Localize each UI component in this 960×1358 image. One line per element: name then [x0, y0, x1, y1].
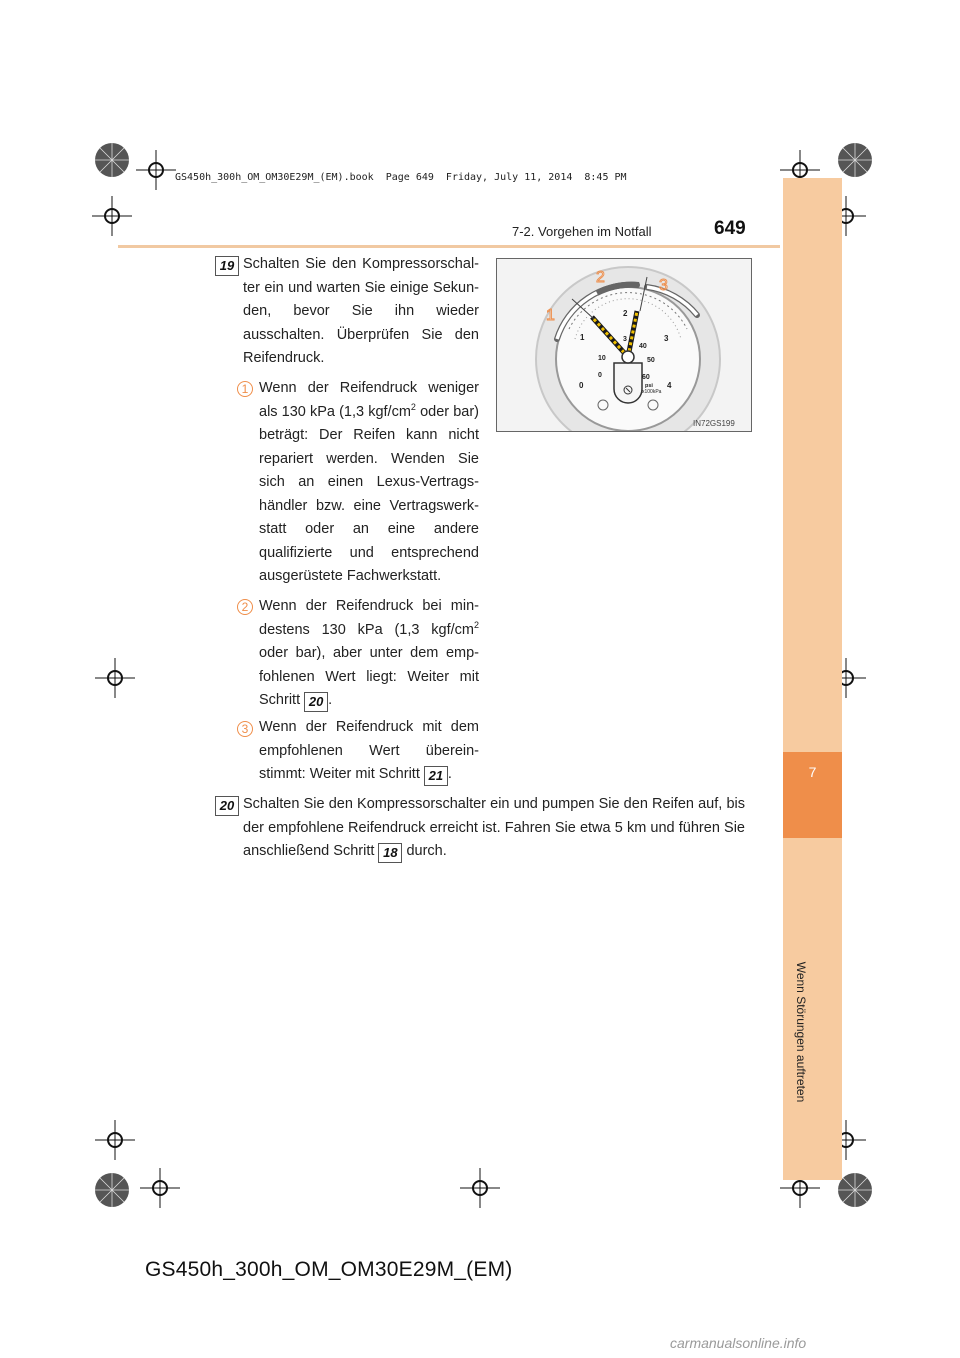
- figure-callout: 3: [659, 277, 668, 294]
- subitem-text: Wenn der Reifendruck bei min-destens 130 kPa (1,3 kgf/$cm^2$ oder bar), aber unter dem emp-fohlenen Wert liegt: Weiter mit Schritt 20 .: [259, 595, 479, 713]
- chapter-label: Wenn Störungen auftreten: [794, 961, 808, 1103]
- step-text: Schalten Sie den Kompressorschal-ter ein und warten Sie einige Sekun-den, bevor Sie ihn wieder ausschalten. Überprüfen Sie den Reifendruck.: [243, 256, 479, 366]
- gauge-label: 2: [623, 309, 628, 318]
- gauge-label: 0: [579, 381, 584, 390]
- gauge-label: 4: [667, 381, 672, 390]
- step-ref-badge: 18: [378, 843, 402, 863]
- registration-mark-icon: [92, 140, 132, 180]
- step-ref-badge: 20: [304, 692, 328, 712]
- section-title: 7-2. Vorgehen im Notfall: [512, 224, 652, 239]
- gauge-unit: x100kPa: [642, 389, 662, 395]
- step-ref-badge: 21: [424, 766, 448, 786]
- figure-callout: 2: [596, 269, 605, 286]
- page-number: 649: [714, 218, 746, 239]
- crosshair-icon: [95, 658, 135, 698]
- watermark: carmanualsonline.info: [670, 1335, 807, 1351]
- callout-number: 1: [237, 381, 253, 397]
- gauge-unit: psi: [645, 383, 653, 389]
- chapter-number: 7: [808, 764, 817, 780]
- callout-number: 3: [237, 721, 253, 737]
- gauge-label: 3: [623, 336, 627, 343]
- figure-callout: 1: [546, 307, 555, 324]
- figure-id: IN72GS199: [693, 419, 735, 428]
- crosshair-icon: [95, 1120, 135, 1160]
- gauge-label: 40: [639, 343, 647, 350]
- crosshair-icon: [136, 150, 176, 190]
- pressure-gauge-illustration: [497, 259, 751, 431]
- callout-number: 2: [237, 599, 253, 615]
- print-header: GS450h_300h_OM_OM30E29M_(EM).book Page 649 Friday, July 11, 2014 8:45 PM: [175, 172, 627, 183]
- gauge-label: 0: [598, 372, 602, 379]
- gauge-label: 10: [598, 355, 606, 362]
- crosshair-icon: [460, 1168, 500, 1208]
- step-badge: 19: [215, 256, 239, 276]
- subitem-text: Wenn der Reifendruck weniger als 130 kPa (1,3 kgf/$cm^2$ oder bar) beträgt: Der Reifen kann nicht repariert werden. Wenden Sie sich an einen Lexus-Vertrags-händler bzw. eine Vertragswerk-statt oder an eine andere qualifizierte und entsprechend ausgerüstete Fachwerkstatt.: [259, 380, 479, 584]
- registration-mark-icon: [835, 140, 875, 180]
- gauge-label: 60: [642, 374, 650, 381]
- gauge-label: 50: [647, 357, 655, 364]
- crosshair-icon: [140, 1168, 180, 1208]
- pressure-gauge-figure: [496, 258, 752, 432]
- crosshair-icon: [92, 196, 132, 236]
- gauge-label: 1: [580, 333, 585, 342]
- subitem-text: Wenn der Reifendruck mit dem empfohlenen Wert überein-stimmt: Weiter mit Schritt 21 .: [259, 716, 479, 787]
- header-rule: [118, 245, 780, 248]
- step-badge: 20: [215, 796, 239, 816]
- registration-mark-icon: [92, 1170, 132, 1210]
- step-text: Schalten Sie den Kompressorschalter ein und pumpen Sie den Reifen auf, bis der empfohlene Reifendruck erreicht ist. Fahren Sie etwa 5 km und führen Sie anschließend Schritt 18 durch.: [243, 793, 745, 864]
- gauge-label: 3: [664, 334, 669, 343]
- document-code: GS450h_300h_OM_OM30E29M_(EM): [145, 1258, 513, 1281]
